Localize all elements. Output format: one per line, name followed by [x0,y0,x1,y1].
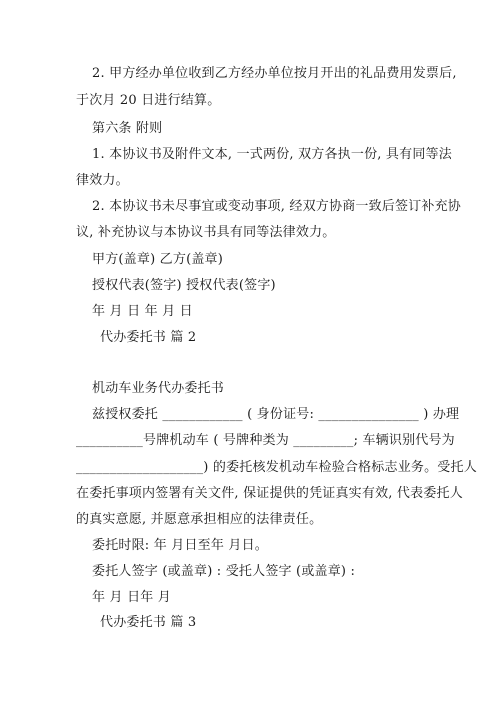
copies-clause-line-1: 1. 本协议书及附件文本, 一式两份, 双方各执一份, 具有同等法 [92,147,452,162]
proxy-period-line: 委托时限: 年 月日至年 月日。 [92,538,268,553]
proxy-signature-line: 委托人签字 (或盖章) : 受托人签字 (或盖章) : [92,564,356,579]
authorized-rep-line: 授权代表(签字) 授权代表(签字) [92,278,276,293]
proxy-body-line-3: ___________________) 的委托核发机动车检验合格标志业务。受托人 [76,460,477,475]
date-line-1: 年 月 日 年 月 日 [92,304,193,319]
supplement-clause-line-2: 议, 补充协议与本协议书具有同等法律效力。 [76,225,336,240]
date-line-2: 年 月 日年 月 [92,590,171,605]
proxy-body-line-2: __________号牌机动车 ( 号牌种类为 _________; 车辆识别代号为 [76,433,455,448]
vehicle-proxy-title: 机动车业务代办委托书 [92,381,225,396]
settlement-clause-line-1: 2. 甲方经办单位收到乙方经办单位按月开出的礼品费用发票后, [92,66,457,81]
proxy-body-line-5: 的真实意愿, 并愿意承担相应的法律责任。 [76,512,323,527]
settlement-clause-line-2: 于次月 20 日进行结算。 [76,93,221,108]
proxy-body-line-1: 兹授权委托 ____________ ( 身份证号: _______________ ) 办理 [92,407,460,422]
copies-clause-line-2: 律效力。 [76,173,129,188]
supplement-clause-line-1: 2. 本协议书未尽事宜或变动事项, 经双方协商一致后签订补充协 [92,199,462,214]
section-heading-2: 代办委托书 篇 2 [100,330,197,345]
proxy-body-line-4: 在委托事项内签署有关文件, 保证提供的凭证真实有效, 代表委托人 [76,486,463,501]
party-seal-line: 甲方(盖章) 乙方(盖章) [92,252,224,267]
section-heading-3: 代办委托书 篇 3 [100,615,197,630]
article-six-heading: 第六条 附则 [92,121,163,136]
